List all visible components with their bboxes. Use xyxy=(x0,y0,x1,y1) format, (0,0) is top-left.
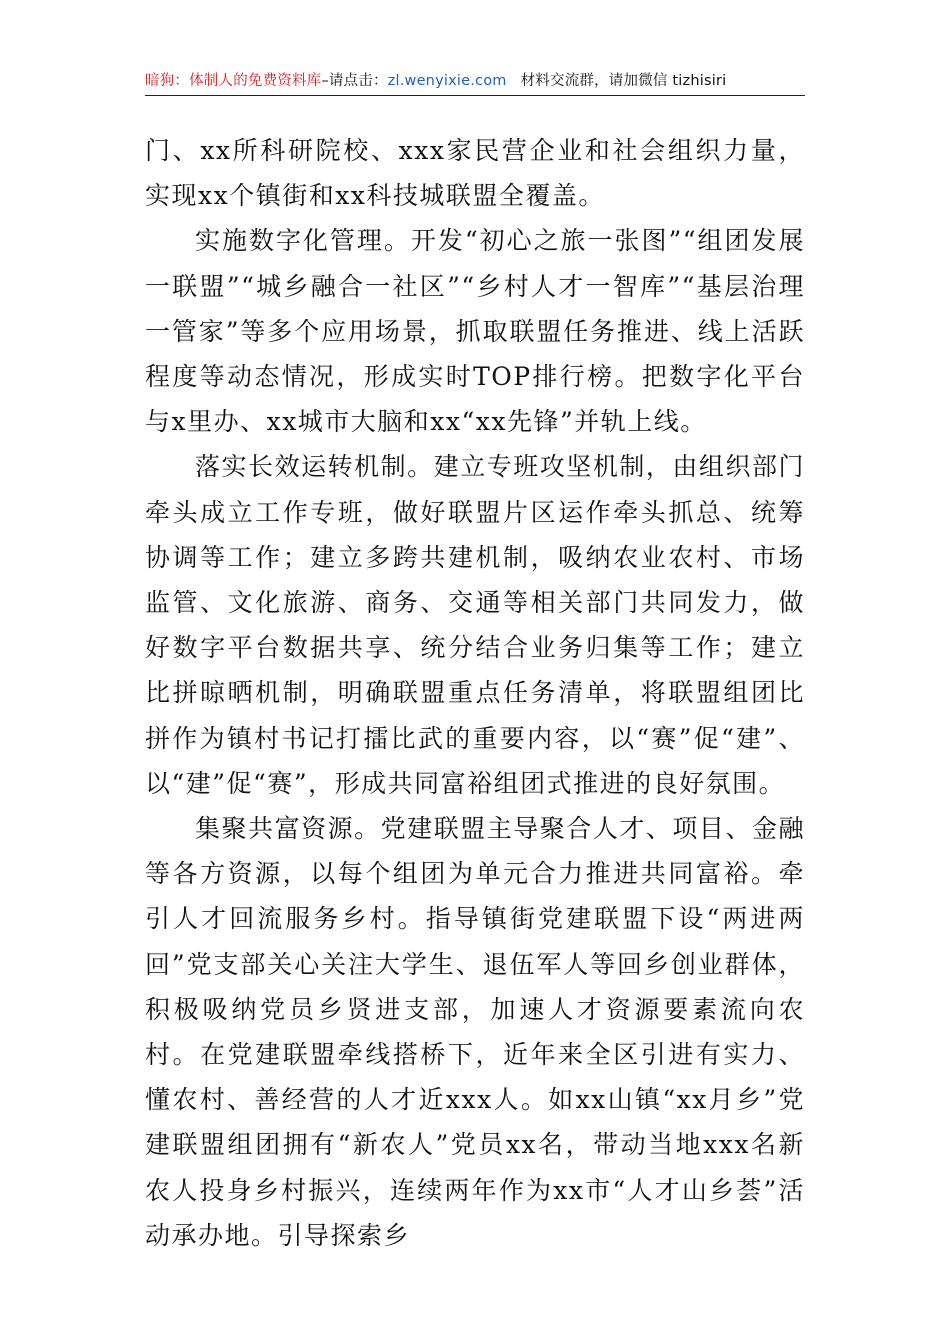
paragraph-continuation: 门、xx所科研院校、xxx家民营企业和社会组织力量，实现xx个镇街和xx科技城联盟全覆盖。 xyxy=(145,136,805,211)
header-brand: 暗狗：体制人的免费资料库 xyxy=(145,73,322,89)
header-divider xyxy=(145,95,805,96)
page-header xyxy=(145,68,805,94)
header-link[interactable]: zl.wenyixie.com xyxy=(387,73,507,89)
paragraph-long-term-mechanism: 落实长效运转机制。建立专班攻坚机制，由组织部门牵头成立工作专班，做好联盟片区运作牵头抓总、统筹协调等工作；建立多跨共建机制，吸纳农业农村、市场监管、文化旅游、商务、交通等相关部门共同发力，做好数字平台数据共享、统分结合业务归集等工作；建立比拼晾晒机制，明确联盟重点任务清单，将联盟组团比拼作为镇村书记打擂比武的重要内容，以“赛”促“建”、以“建”促“赛”，形成共同富裕组团式推进的良好氛围。 xyxy=(145,452,805,798)
paragraph-digital-management: 实施数字化管理。开发“初心之旅一张图”“组团发展一联盟”“城乡融合一社区”“乡村人才一智库”“基层治理一管家”等多个应用场景，抓取联盟任务推进、线上活跃程度等动态情况，形成实时TOP排行榜。把数字化平台与x里办、xx城市大脑和xx“xx先锋”并轨上线。 xyxy=(145,226,805,437)
header-prompt: –请点击： xyxy=(321,73,388,89)
paragraph-gather-resources: 集聚共富资源。党建联盟主导聚合人才、项目、金融等各方资源，以每个组团为单元合力推进共同富裕。牵引人才回流服务乡村。指导镇街党建联盟下设“两进两回”党支部关心关注大学生、退伍军人等回乡创业群体，积极吸纳党员乡贤进支部，加速人才资源要素流向农村。在党建联盟牵线搭桥下，近年来全区引进有实力、懂农村、善经营的人才近xxx人。如xx山镇“xx月乡”党建联盟组团拥有“新农人”党员xx名，带动当地xxx名新农人投身乡村振兴，连续两年作为xx市“人才山乡荟”活动承办地。引导探索乡 xyxy=(145,814,805,1250)
header-wechat-note: 材料交流群，请加微信 tizhisiri xyxy=(520,73,727,89)
document-body xyxy=(145,128,805,1258)
